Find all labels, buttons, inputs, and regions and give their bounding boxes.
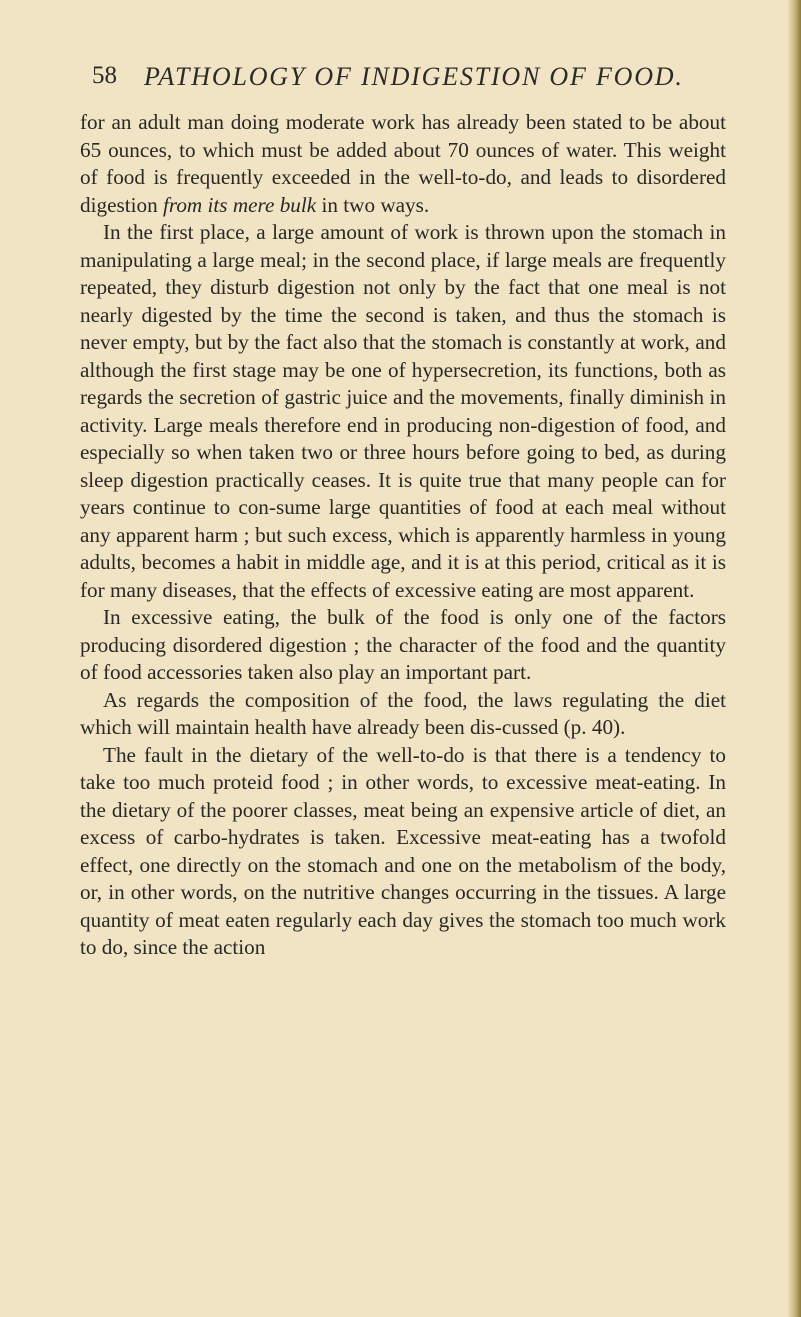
- paragraph-continued: [80, 109, 726, 219]
- paragraph: The fault in the dietary of the well-to-do is that there is a tendency to take too much proteid food ; in other words, to excessive meat-eating. In the dietary of the poorer classes, meat being an expensive article of diet, an excess of carbo-hydrates is taken. Excessive meat-eating has a twofold effect, one directly on the stomach and one on the metabolism of the body, or, in other words, on the nutritive changes occurring in the tissues. A large quantity of meat eaten regularly each day gives the stomach too much work to do, since the action: [80, 742, 726, 959]
- page-number: 58: [92, 62, 117, 89]
- paragraph-text: in two ways.: [316, 192, 430, 217]
- body-text: [80, 109, 726, 962]
- paragraph: In excessive eating, the bulk of the food is only one of the factors producing disordered digestion ; the character of the food and the quantity of food accessories taken also play an important part.: [80, 605, 726, 684]
- paragraph: In the first place, a large amount of work is thrown upon the stomach in manipulating a large meal; in the second place, if large meals are frequently repeated, they disturb digestion not only by the fact that one meal is not nearly digested by the time the second is taken, and thus the stomach is never empty, but by the fact also that the stomach is constantly at work, and although the first stage may be one of hypersecretion, its functions, both as regards the secretion of gastric juice and the movements, finally diminish in activity. Large meals therefore end in producing non-digestion of food, and especially so when taken two or three hours before going to bed, as during sleep digestion practically ceases. It is quite true that many people can for years continue to con-sume large quantities of food at each meal without any apparent harm ; but such excess, which is apparently harmless in young adults, becomes a habit in middle age, and it is at this period, critical as it is for many diseases, that the effects of excessive eating are most apparent.: [80, 220, 726, 602]
- paragraph-text: for an adult man doing moderate work has already been stated to be about 65 ounces, to which must be added about 70 ounces of water. This weight of food is frequently exceeded in the well-to-do, and leads to disordered digestion: [80, 110, 726, 217]
- emphasis-text: from its mere bulk: [162, 192, 317, 217]
- paragraph: As regards the composition of the food, the laws regulating the diet which will maintain health have already been dis-cussed (p. 40).: [80, 687, 726, 739]
- running-title: PATHOLOGY OF INDIGESTION OF FOOD.: [144, 62, 684, 91]
- page-edge-shadow: [787, 0, 801, 1317]
